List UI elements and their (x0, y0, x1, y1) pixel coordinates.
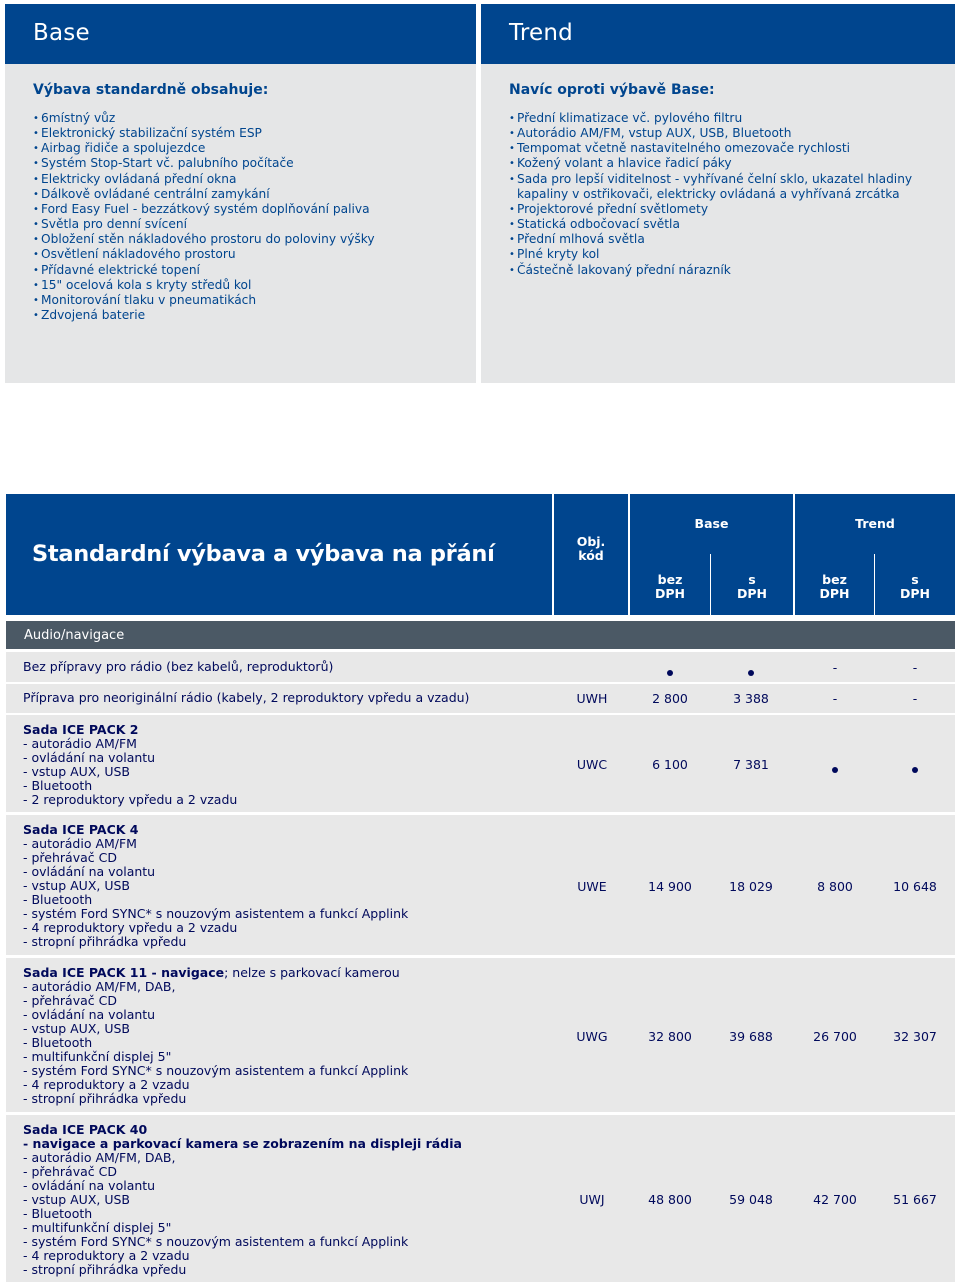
list-item: • Světla pro denní svícení (33, 217, 476, 232)
list-item: • Ford Easy Fuel - bezzátkový systém doplňování paliva (33, 202, 476, 217)
price-base-s: 59 048 (729, 1192, 773, 1207)
pack-line: - ovládání na volantu (23, 1178, 156, 1193)
list-item: • 15" ocelová kola s kryty středů kol (33, 278, 476, 293)
price-trend-s: 32 307 (893, 1029, 937, 1044)
table-row (6, 652, 955, 682)
pack-line: - systém Ford SYNC* s nouzovým asistentem a funkcí Applink (23, 1063, 409, 1078)
trend-panel-title: Trend (481, 4, 955, 64)
pack-title-note: ; nelze s parkovací kamerou (224, 965, 400, 980)
pack-title: Sada ICE PACK 2 (23, 722, 139, 737)
price-trend-bez: 8 800 (817, 879, 853, 894)
table-row (6, 715, 955, 812)
pack-line: - stropní přihrádka vpředu (23, 1091, 187, 1106)
list-item: • Obložení stěn nákladového prostoru do poloviny výšky (33, 232, 476, 247)
list-item: • Plné kryty kol (509, 247, 955, 262)
list-item: • Systém Stop-Start vč. palubního počítače (33, 156, 476, 171)
column-header-trend: Trend (855, 516, 895, 531)
bez-label: bez (657, 572, 683, 587)
column-header-code (554, 535, 628, 563)
column-header-trend-bez (795, 573, 874, 601)
pack-line: - přehrávač CD (23, 1164, 117, 1179)
code-header-line1: Obj. (576, 534, 606, 549)
pack-line: - systém Ford SYNC* s nouzovým asistentem a funkcí Applink (23, 906, 409, 921)
pack-title: Sada ICE PACK 11 - navigace (23, 965, 225, 980)
pack-line: - Bluetooth (23, 778, 93, 793)
order-code: UWE (577, 879, 607, 894)
pack-line: - přehrávač CD (23, 993, 117, 1008)
section-header: Audio/navigace (6, 621, 955, 649)
price-base-bez: 14 900 (648, 879, 692, 894)
list-item: • Sada pro lepší viditelnost - vyhřívané čelní sklo, ukazatel hladiny (509, 172, 955, 187)
row-description (23, 1123, 462, 1277)
price-base-s: 3 388 (733, 691, 769, 706)
trend-panel (481, 4, 955, 383)
order-code: UWG (576, 1029, 608, 1044)
order-code: UWC (576, 757, 608, 772)
pack-line: - stropní přihrádka vpředu (23, 934, 187, 949)
dph-label: DPH (655, 586, 685, 601)
pack-line: - vstup AUX, USB (23, 764, 130, 779)
pack-line: - multifunkční displej 5" (23, 1220, 172, 1235)
pack-line: - vstup AUX, USB (23, 1192, 130, 1207)
pack-subtitle: - navigace a parkovací kamera se zobrazením na displeji rádia (23, 1136, 462, 1151)
list-item: • Autorádio AM/FM, vstup AUX, USB, Bluetooth (509, 126, 955, 141)
list-item: • Airbag řidiče a spolujezdce (33, 141, 476, 156)
price-base-bez: 6 100 (652, 757, 688, 772)
included-dot-icon (630, 664, 710, 679)
column-header-trend-s (875, 573, 955, 601)
code-header-line2: kód (578, 548, 604, 563)
base-panel-title: Base (5, 4, 476, 64)
list-item: • Dálkově ovládané centrální zamykání (33, 187, 476, 202)
pack-line: - 4 reproduktory a 2 vzadu (23, 1248, 190, 1263)
s-label: s (911, 572, 919, 587)
pack-title-line (23, 966, 408, 980)
price-base-bez: 32 800 (648, 1029, 692, 1044)
not-available-mark: - (912, 660, 918, 675)
pack-line: - autorádio AM/FM (23, 836, 137, 851)
price-trend-bez: 42 700 (813, 1192, 857, 1207)
list-item: • Tempomat včetně nastavitelného omezovače rychlosti (509, 141, 955, 156)
price-base-s: 18 029 (729, 879, 773, 894)
s-label: s (748, 572, 756, 587)
list-item: • Statická odbočovací světla (509, 217, 955, 232)
pack-line: - autorádio AM/FM, DAB, (23, 1150, 176, 1165)
price-base-bez: 48 800 (648, 1192, 692, 1207)
dph-label: DPH (900, 586, 930, 601)
pack-title: Sada ICE PACK 4 (23, 822, 139, 837)
pack-line: - Bluetooth (23, 1206, 93, 1221)
base-panel (5, 4, 476, 383)
row-description (23, 823, 408, 949)
base-feature-list (33, 111, 476, 323)
price-trend-bez: 26 700 (813, 1029, 857, 1044)
included-dot-icon (711, 664, 791, 679)
list-item: • Kožený volant a hlavice řadicí páky (509, 156, 955, 171)
pack-line: - vstup AUX, USB (23, 1021, 130, 1036)
table-row (6, 684, 955, 713)
base-panel-subtitle: Výbava standardně obsahuje: (33, 82, 269, 98)
list-item: • 6místný vůz (33, 111, 476, 126)
row-description: Příprava pro neoriginální rádio (kabely, 2 reproduktory vpředu a vzadu) (23, 690, 470, 705)
pack-line: - 2 reproduktory vpředu a 2 vzadu (23, 792, 238, 807)
pack-line: - autorádio AM/FM, DAB, (23, 979, 176, 994)
table-title: Standardní výbava a výbava na přání (32, 541, 495, 567)
included-dot-icon (875, 761, 955, 776)
bez-label: bez (822, 572, 847, 587)
order-code: UWH (576, 691, 608, 706)
column-header-base: Base (694, 516, 729, 531)
column-header-base-bez (630, 573, 710, 601)
table-row (6, 815, 955, 955)
pack-line: - ovládání na volantu (23, 1007, 156, 1022)
pack-title: Sada ICE PACK 40 (23, 1122, 148, 1137)
price-base-bez: 2 800 (652, 691, 688, 706)
pack-line: - přehrávač CD (23, 850, 117, 865)
not-available-mark: - (832, 691, 838, 706)
pack-line: - stropní přihrádka vpředu (23, 1262, 187, 1277)
included-dot-icon (795, 761, 875, 776)
list-item: • Přídavné elektrické topení (33, 263, 476, 278)
table-row (6, 958, 955, 1112)
list-item: • Monitorování tlaku v pneumatikách (33, 293, 476, 308)
price-trend-s: 10 648 (893, 879, 937, 894)
list-item: • Osvětlení nákladového prostoru (33, 247, 476, 262)
dph-label: DPH (819, 586, 850, 601)
order-code: UWJ (579, 1192, 605, 1207)
price-base-s: 7 381 (733, 757, 769, 772)
pack-line: - 4 reproduktory a 2 vzadu (23, 1077, 190, 1092)
pack-line: - vstup AUX, USB (23, 878, 130, 893)
list-item: • Přední klimatizace vč. pylového filtru (509, 111, 955, 126)
column-header-base-s (711, 573, 793, 601)
pack-line: - ovládání na volantu (23, 864, 156, 879)
pack-line: - multifunkční displej 5" (23, 1049, 172, 1064)
pack-line: - Bluetooth (23, 892, 93, 907)
list-item: • Projektorové přední světlomety (509, 202, 955, 217)
pack-line: - 4 reproduktory vpředu a 2 vzadu (23, 920, 238, 935)
pack-line: - autorádio AM/FM (23, 736, 137, 751)
dph-label: DPH (737, 586, 767, 601)
list-item: • Elektricky ovládaná přední okna (33, 172, 476, 187)
list-item: • Přední mlhová světla (509, 232, 955, 247)
list-item: • Zdvojená baterie (33, 308, 476, 323)
list-item: • Elektronický stabilizační systém ESP (33, 126, 476, 141)
not-available-mark: - (912, 691, 918, 706)
row-description (23, 966, 408, 1106)
price-trend-s: 51 667 (893, 1192, 937, 1207)
table-row (6, 1115, 955, 1282)
row-description: Bez přípravy pro rádio (bez kabelů, reproduktorů) (23, 659, 334, 674)
row-description (23, 723, 237, 807)
pack-line: - systém Ford SYNC* s nouzovým asistentem a funkcí Applink (23, 1234, 409, 1249)
not-available-mark: - (832, 660, 838, 675)
list-item: • Částečně lakovaný přední nárazník (509, 263, 955, 278)
list-item-continuation: kapaliny v ostřikovači, elektricky ovládaná a vyhřívaná zrcátka (517, 186, 900, 201)
trend-feature-list (509, 111, 955, 278)
pack-line: - Bluetooth (23, 1035, 93, 1050)
pack-line: - ovládání na volantu (23, 750, 156, 765)
trend-panel-subtitle: Navíc oproti výbavě Base: (509, 82, 715, 98)
price-base-s: 39 688 (729, 1029, 773, 1044)
table-header (6, 494, 955, 615)
